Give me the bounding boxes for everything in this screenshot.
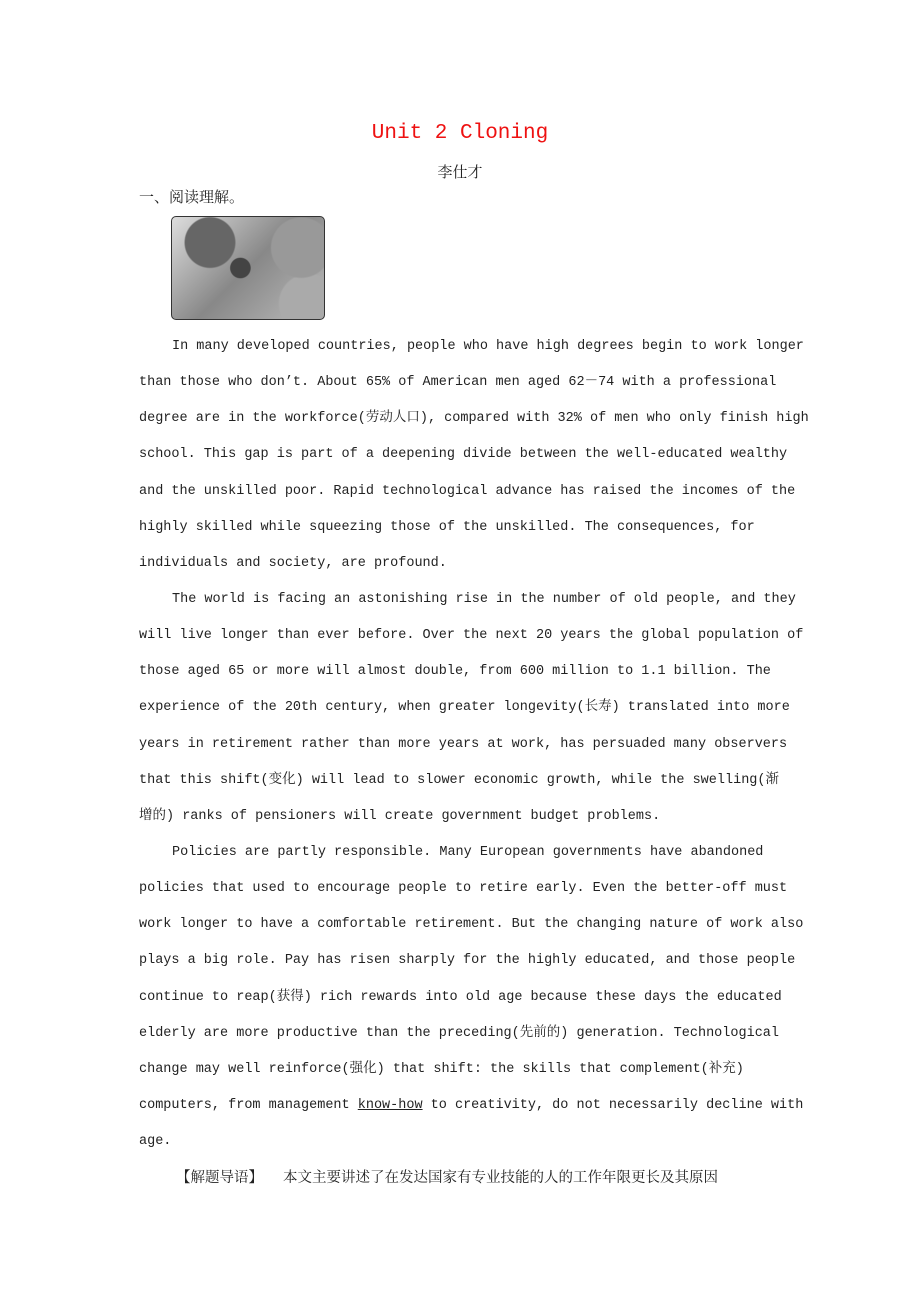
text-line: [139, 401, 839, 437]
author: 李仕才: [437, 163, 483, 181]
underlined-term: know-how: [357, 1097, 423, 1113]
text-segment: Policies are partly responsible. Many European governments have abandoned: [172, 844, 764, 860]
text-line: [139, 329, 839, 365]
text-line: [139, 618, 839, 654]
text-segment: The world is facing an astonishing rise in the number of old people, and they: [172, 591, 796, 607]
text-segment: elderly are more productive than the preceding(先前的) generation. Technological: [139, 1025, 779, 1041]
text-segment: age.: [139, 1134, 172, 1150]
text-segment: In many developed countries, people who have high degrees begin to work longer: [172, 339, 804, 354]
text-line: [139, 365, 839, 401]
text-segment: school. This gap is part of a deepening divide between the well-educated wealthy: [139, 447, 788, 463]
text-line: [139, 835, 839, 871]
guide-label: 【解题导语】: [176, 1170, 263, 1187]
text-line: [139, 980, 839, 1016]
text-segment: policies that used to encourage people to retire early. Even the better-off must: [139, 881, 788, 897]
text-segment: experience of the 20th century, when greater longevity(长寿) translated into more: [139, 700, 790, 716]
illustration-photo: [171, 216, 325, 320]
text-line: [139, 871, 839, 907]
text-line: [139, 943, 839, 979]
text-line: [139, 1088, 839, 1124]
paragraph: [139, 329, 839, 582]
reading-guide: [139, 1160, 839, 1196]
text-line: [139, 582, 839, 618]
text-segment: than those who don’t. About 65% of American men aged 62－74 with a professional: [139, 375, 777, 391]
text-segment: degree are in the workforce(劳动人口), compared with 32% of men who only finish high: [139, 411, 809, 427]
text-line: [139, 1124, 839, 1160]
text-segment: plays a big role. Pay has risen sharply for the highly educated, and those people: [139, 953, 796, 969]
text-segment: years in retirement rather than more years at work, has persuaded many observers: [139, 736, 788, 752]
text-segment: individuals and society, are profound.: [139, 555, 447, 571]
paragraph: [139, 835, 839, 1160]
text-segment: and the unskilled poor. Rapid technological advance has raised the incomes of the: [139, 483, 796, 499]
text-segment: will live longer than ever before. Over the next 20 years the global population of: [139, 628, 804, 644]
text-line: [139, 1052, 839, 1088]
text-segment: to creativity, do not necessarily decline with: [422, 1097, 804, 1113]
text-segment: continue to reap(获得) rich rewards into old age because these days the educated: [139, 989, 782, 1005]
text-segment: that this shift(变化) will lead to slower economic growth, while the swelling(渐: [139, 772, 779, 788]
guide-text: 本文主要讲述了在发达国家有专业技能的人的工作年限更长及其原因: [283, 1170, 718, 1187]
text-line: [139, 546, 839, 582]
text-line: [139, 907, 839, 943]
reading-passage: [139, 329, 839, 1196]
text-segment: highly skilled while squeezing those of the unskilled. The consequences, for: [139, 519, 755, 535]
text-segment: computers, from management: [139, 1097, 358, 1113]
text-line: [139, 510, 839, 546]
text-line: [139, 474, 839, 510]
text-line: [139, 1016, 839, 1052]
text-segment: 增的) ranks of pensioners will create government budget problems.: [139, 808, 661, 824]
text-line: [139, 763, 839, 799]
text-line: [139, 799, 839, 835]
text-segment: change may well reinforce(强化) that shift: the skills that complement(补充): [139, 1061, 744, 1077]
text-segment: work longer to have a comfortable retirement. But the changing nature of work also: [139, 917, 804, 933]
section-heading: 一、阅读理解。: [139, 188, 245, 206]
text-line: [139, 690, 839, 726]
paragraph: [139, 582, 839, 835]
text-line: [139, 437, 839, 473]
text-segment: those aged 65 or more will almost double, from 600 million to 1.1 billion. The: [139, 664, 771, 680]
document-title: Unit 2 Cloning: [371, 122, 549, 145]
text-line: [139, 727, 839, 763]
text-line: [139, 654, 839, 690]
